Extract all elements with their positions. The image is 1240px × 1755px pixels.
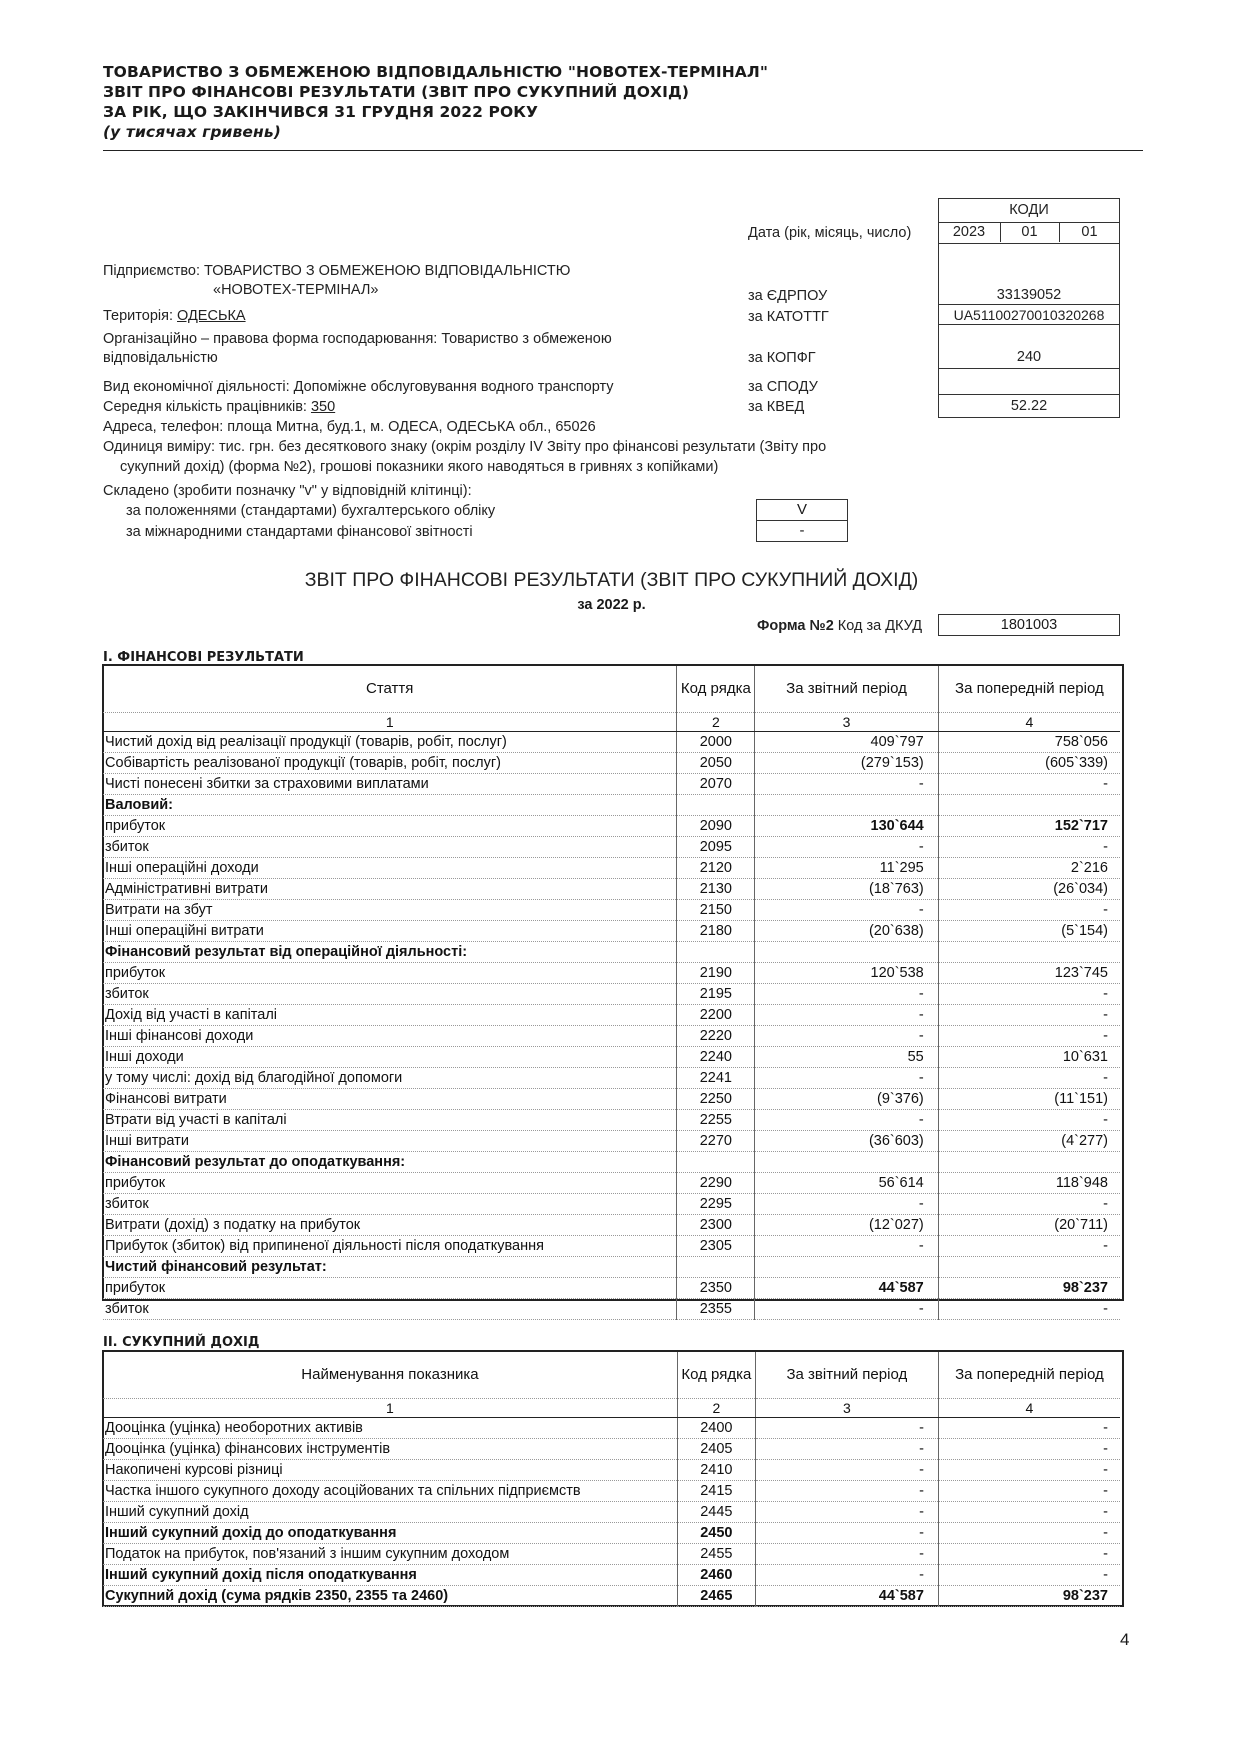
code-katottg: UA51100270010320268: [953, 307, 1105, 323]
row-current: -: [755, 1544, 938, 1565]
row-code: 2410: [677, 1460, 755, 1481]
header-previous: За попередній період: [938, 666, 1120, 713]
row-label: Валовий:: [103, 795, 677, 816]
table-row: [103, 1110, 1120, 1131]
code-year: 2023: [952, 224, 986, 240]
row-previous: [938, 1152, 1120, 1173]
company-title: ТОВАРИСТВО З ОБМЕЖЕНОЮ ВІДПОВІДАЛЬНІСТЮ "НОВОТЕХ-ТЕРМІНАЛ": [103, 63, 769, 81]
section2-table: [103, 1352, 1120, 1607]
table-row: [103, 816, 1120, 837]
header-previous: За попередній період: [938, 1352, 1120, 1399]
dkud-label: Код за ДКУД: [837, 618, 923, 634]
row-code: 2405: [677, 1439, 755, 1460]
row-label: Чисті понесені збитки за страховими виплатами: [103, 774, 677, 795]
row-previous: -: [938, 1299, 1120, 1320]
section1-body: [103, 666, 1120, 1320]
table-row: [103, 1257, 1120, 1278]
form-label: [757, 617, 922, 636]
table-row: [103, 1481, 1120, 1502]
row-previous: (20`711): [938, 1215, 1120, 1236]
row-current: [755, 1257, 938, 1278]
table-row: [103, 1047, 1120, 1068]
row-label: збиток: [103, 837, 677, 858]
row-current: 409`797: [755, 732, 938, 753]
row-previous: -: [938, 1005, 1120, 1026]
section2-number-row: [103, 1399, 1120, 1418]
row-code: 2305: [677, 1236, 755, 1257]
date-label: Дата (рік, місяць, число): [748, 225, 912, 241]
activity: Вид економічної діяльності: Допоміжне обслуговування водного транспорту: [103, 379, 614, 395]
row-code: 2050: [677, 753, 755, 774]
standard-ifrs-mark: -: [799, 522, 805, 539]
row-label: Інший сукупний дохід після оподаткування: [103, 1565, 677, 1586]
dkud-code: 1801003: [1000, 617, 1058, 633]
row-code: 2295: [677, 1194, 755, 1215]
code-day: 01: [1081, 224, 1098, 240]
row-current: 120`538: [755, 963, 938, 984]
table-row: [103, 1565, 1120, 1586]
row-current: (9`376): [755, 1089, 938, 1110]
row-previous: (605`339): [938, 753, 1120, 774]
row-current: -: [755, 1481, 938, 1502]
table-row: [103, 837, 1120, 858]
row-current: -: [755, 984, 938, 1005]
table-row: [103, 942, 1120, 963]
table-row: [103, 921, 1120, 942]
row-label: Чистий дохід від реалізації продукції (товарів, робіт, послуг): [103, 732, 677, 753]
row-label: Адміністративні витрати: [103, 879, 677, 900]
row-previous: (11`151): [938, 1089, 1120, 1110]
row-current: [755, 1152, 938, 1173]
colnum-4: 4: [938, 1399, 1120, 1418]
row-current: -: [755, 774, 938, 795]
header-code: Код рядка: [677, 1352, 755, 1399]
row-previous: -: [938, 1544, 1120, 1565]
table-row: [103, 963, 1120, 984]
spodu-label: за СПОДУ: [748, 379, 818, 395]
row-code: 2130: [677, 879, 755, 900]
row-current: [755, 942, 938, 963]
page-number: 4: [1120, 1630, 1130, 1649]
header-current: За звітний період: [755, 666, 938, 713]
header-current: За звітний період: [755, 1352, 938, 1399]
row-current: -: [755, 1068, 938, 1089]
colnum-4: 4: [938, 713, 1120, 732]
row-previous: -: [938, 1460, 1120, 1481]
row-previous: 10`631: [938, 1047, 1120, 1068]
row-label: Інші фінансові доходи: [103, 1026, 677, 1047]
table-row: [103, 732, 1120, 753]
row-label: прибуток: [103, 816, 677, 837]
row-code: 2095: [677, 837, 755, 858]
row-code: [677, 795, 755, 816]
row-previous: 98`237: [938, 1278, 1120, 1299]
table-row: [103, 1278, 1120, 1299]
currency-note: (у тисячах гривень): [103, 123, 281, 141]
row-code: 2465: [677, 1586, 755, 1607]
row-previous: 152`717: [938, 816, 1120, 837]
code-edrpou: 33139052: [996, 287, 1062, 303]
row-previous: -: [938, 774, 1120, 795]
report-period: за 2022 р.: [577, 597, 646, 613]
edrpou-label: за ЄДРПОУ: [748, 288, 828, 304]
employees-label: Середня кількість працівників:: [103, 399, 307, 415]
row-label: Інші витрати: [103, 1131, 677, 1152]
row-label: збиток: [103, 984, 677, 1005]
row-code: 2241: [677, 1068, 755, 1089]
section1-table: [103, 666, 1120, 1320]
row-label: Фінансові витрати: [103, 1089, 677, 1110]
dkud-box: [938, 614, 1120, 636]
row-current: -: [755, 1236, 938, 1257]
row-code: 2120: [677, 858, 755, 879]
form-number: Форма №2: [757, 618, 834, 634]
table-row: [103, 1194, 1120, 1215]
employees: [103, 398, 335, 417]
row-current: -: [755, 837, 938, 858]
row-label: Частка іншого сукупного доходу асоційованих та спільних підприємств: [103, 1481, 677, 1502]
row-previous: -: [938, 984, 1120, 1005]
row-code: 2300: [677, 1215, 755, 1236]
table-row: [103, 774, 1120, 795]
row-label: Сукупний дохід (сума рядків 2350, 2355 та 2460): [103, 1586, 677, 1607]
row-label: Собівартість реалізованої продукції (товарів, робіт, послуг): [103, 753, 677, 774]
code-kved: 52.22: [1010, 398, 1048, 414]
table-row: [103, 1026, 1120, 1047]
enterprise: Підприємство: ТОВАРИСТВО З ОБМЕЖЕНОЮ ВІДПОВІДАЛЬНІСТЮ: [103, 263, 571, 279]
table-row: [103, 1502, 1120, 1523]
code-month: 01: [1021, 224, 1038, 240]
colnum-2: 2: [677, 1399, 755, 1418]
row-code: 2220: [677, 1026, 755, 1047]
row-label: Дохід від участі в капіталі: [103, 1005, 677, 1026]
table-row: [103, 1173, 1120, 1194]
row-previous: -: [938, 1523, 1120, 1544]
row-code: 2200: [677, 1005, 755, 1026]
colnum-1: 1: [103, 1399, 677, 1418]
territory-label: Територія:: [103, 308, 173, 324]
standard-ua: за положеннями (стандартами) бухгалтерського обліку: [126, 503, 496, 519]
row-label: Дооцінка (уцінка) фінансових інструментів: [103, 1439, 677, 1460]
row-current: -: [755, 1418, 938, 1439]
table-row: [103, 1460, 1120, 1481]
row-current: (36`603): [755, 1131, 938, 1152]
header-article: Стаття: [103, 666, 677, 713]
table-row: [103, 900, 1120, 921]
row-code: [677, 942, 755, 963]
row-current: 56`614: [755, 1173, 938, 1194]
report-header: [103, 62, 1143, 142]
row-previous: 758`056: [938, 732, 1120, 753]
table-row: [103, 879, 1120, 900]
row-current: 130`644: [755, 816, 938, 837]
colnum-1: 1: [103, 713, 677, 732]
row-label: Інші операційні доходи: [103, 858, 677, 879]
row-label: Дооцінка (уцінка) необоротних активів: [103, 1418, 677, 1439]
row-label: прибуток: [103, 1173, 677, 1194]
row-current: 55: [755, 1047, 938, 1068]
row-current: -: [755, 1299, 938, 1320]
org-form-cont: відповідальністю: [103, 350, 218, 366]
header-code: Код рядка: [677, 666, 755, 713]
table-row: [103, 1544, 1120, 1565]
colnum-3: 3: [755, 713, 938, 732]
row-current: -: [755, 1110, 938, 1131]
section2-body: [103, 1352, 1120, 1607]
row-previous: 123`745: [938, 963, 1120, 984]
table-row: [103, 858, 1120, 879]
row-previous: -: [938, 1439, 1120, 1460]
section1-title: І. ФІНАНСОВІ РЕЗУЛЬТАТИ: [103, 650, 304, 665]
codes-sep-kopfg: [938, 368, 1120, 369]
table-row: [103, 1439, 1120, 1460]
table-row: [103, 1299, 1120, 1320]
row-label: прибуток: [103, 1278, 677, 1299]
row-current: -: [755, 1026, 938, 1047]
row-previous: 118`948: [938, 1173, 1120, 1194]
row-label: прибуток: [103, 963, 677, 984]
row-code: 2190: [677, 963, 755, 984]
row-label: збиток: [103, 1194, 677, 1215]
colnum-3: 3: [755, 1399, 938, 1418]
table-row: [103, 795, 1120, 816]
codes-sep-spodu: [938, 394, 1120, 395]
row-label: Втрати від участі в капіталі: [103, 1110, 677, 1131]
report-period-line: ЗА РІК, ЩО ЗАКІНЧИВСЯ 31 ГРУДНЯ 2022 РОКУ: [103, 103, 539, 121]
employees-value: 350: [310, 399, 336, 415]
row-code: 2240: [677, 1047, 755, 1068]
unit-of-measure: Одиниця виміру: тис. грн. без десяткового знаку (окрім розділу IV Звіту про фінансові результати (Звіту про: [103, 439, 827, 455]
kopfg-label: за КОПФГ: [748, 350, 816, 366]
compiled-note: Складено (зробити позначку "v" у відповідній клітинці):: [103, 483, 472, 499]
row-previous: -: [938, 1236, 1120, 1257]
row-current: -: [755, 1523, 938, 1544]
row-code: 2070: [677, 774, 755, 795]
table-row: [103, 1523, 1120, 1544]
row-code: 2355: [677, 1299, 755, 1320]
row-previous: -: [938, 1026, 1120, 1047]
row-label: у тому числі: дохід від благодійної допомоги: [103, 1068, 677, 1089]
table-row: [103, 1418, 1120, 1439]
row-label: Фінансовий результат від операційної діяльності:: [103, 942, 677, 963]
row-current: 44`587: [755, 1278, 938, 1299]
row-current: (12`027): [755, 1215, 938, 1236]
row-label: Накопичені курсові різниці: [103, 1460, 677, 1481]
row-current: [755, 795, 938, 816]
row-current: 11`295: [755, 858, 938, 879]
unit-of-measure-cont: сукупний дохід) (форма №2), грошові показники якого наводяться в гривнях з копійками): [120, 459, 719, 475]
row-current: -: [755, 1005, 938, 1026]
row-previous: -: [938, 1418, 1120, 1439]
colnum-2: 2: [677, 713, 755, 732]
territory: [103, 307, 246, 326]
row-previous: -: [938, 1565, 1120, 1586]
kved-label: за КВЕД: [748, 399, 805, 415]
section1-number-row: [103, 713, 1120, 732]
row-label: Інший сукупний дохід до оподаткування: [103, 1523, 677, 1544]
row-previous: [938, 795, 1120, 816]
standard-ifrs: за міжнародними стандартами фінансової звітності: [126, 524, 473, 540]
table-row: [103, 1152, 1120, 1173]
row-code: 2270: [677, 1131, 755, 1152]
row-previous: [938, 1257, 1120, 1278]
row-code: 2460: [677, 1565, 755, 1586]
section2-header-row: [103, 1352, 1120, 1399]
header-indicator: Найменування показника: [103, 1352, 677, 1399]
row-code: 2455: [677, 1544, 755, 1565]
standard-checkbox-ifrs: [756, 520, 848, 542]
row-code: 2415: [677, 1481, 755, 1502]
row-code: 2255: [677, 1110, 755, 1131]
row-current: (18`763): [755, 879, 938, 900]
table-row: [103, 984, 1120, 1005]
section2-title: ІІ. СУКУПНИЙ ДОХІД: [103, 1335, 260, 1350]
row-label: Податок на прибуток, пов'язаний з іншим сукупним доходом: [103, 1544, 677, 1565]
row-current: (279`153): [755, 753, 938, 774]
table-row: [103, 1586, 1120, 1607]
row-code: 2195: [677, 984, 755, 1005]
row-previous: (4`277): [938, 1131, 1120, 1152]
row-previous: (5`154): [938, 921, 1120, 942]
enterprise-name: «НОВОТЕХ-ТЕРМІНАЛ»: [213, 282, 379, 298]
row-code: 2090: [677, 816, 755, 837]
codes-title: КОДИ: [1009, 202, 1049, 218]
row-label: Інший сукупний дохід: [103, 1502, 677, 1523]
row-current: -: [755, 1565, 938, 1586]
row-code: [677, 1257, 755, 1278]
table-row: [103, 1215, 1120, 1236]
table-row: [103, 1131, 1120, 1152]
row-previous: -: [938, 900, 1120, 921]
row-previous: 2`216: [938, 858, 1120, 879]
row-code: [677, 1152, 755, 1173]
row-code: 2150: [677, 900, 755, 921]
address: Адреса, телефон: площа Митна, буд.1, м. ОДЕСА, ОДЕСЬКА обл., 65026: [103, 419, 596, 435]
row-label: Витрати на збут: [103, 900, 677, 921]
table-row: [103, 1068, 1120, 1089]
section1-header-row: [103, 666, 1120, 713]
row-previous: -: [938, 1068, 1120, 1089]
row-code: 2450: [677, 1523, 755, 1544]
table-row: [103, 1236, 1120, 1257]
codes-sep-edrpou: [938, 304, 1120, 305]
table-row: [103, 1005, 1120, 1026]
row-previous: -: [938, 1481, 1120, 1502]
table-row: [103, 1089, 1120, 1110]
header-divider: [103, 150, 1143, 151]
row-current: -: [755, 1439, 938, 1460]
row-label: Прибуток (збиток) від припиненої діяльності після оподаткування: [103, 1236, 677, 1257]
codes-sep-katottg: [938, 324, 1120, 325]
row-previous: -: [938, 1502, 1120, 1523]
report-title-line: ЗВІТ ПРО ФІНАНСОВІ РЕЗУЛЬТАТИ (ЗВІТ ПРО СУКУПНИЙ ДОХІД): [103, 83, 690, 101]
row-previous: -: [938, 1110, 1120, 1131]
row-code: 2350: [677, 1278, 755, 1299]
row-code: 2000: [677, 732, 755, 753]
code-kopfg: 240: [1016, 349, 1042, 365]
row-label: Інші доходи: [103, 1047, 677, 1068]
row-current: -: [755, 1502, 938, 1523]
katottg-label: за КАТОТТГ: [748, 309, 829, 325]
row-label: Інші операційні витрати: [103, 921, 677, 942]
territory-value: ОДЕСЬКА: [177, 308, 246, 324]
row-label: Витрати (дохід) з податку на прибуток: [103, 1215, 677, 1236]
standard-ua-mark: V: [796, 501, 807, 518]
row-previous: (26`034): [938, 879, 1120, 900]
row-previous: -: [938, 1194, 1120, 1215]
row-previous: 98`237: [938, 1586, 1120, 1607]
row-current: (20`638): [755, 921, 938, 942]
org-form: Організаційно – правова форма господарювання: Товариство з обмеженою: [103, 331, 612, 347]
row-previous: -: [938, 837, 1120, 858]
report-title: ЗВІТ ПРО ФІНАНСОВІ РЕЗУЛЬТАТИ (ЗВІТ ПРО СУКУПНИЙ ДОХІД): [304, 569, 919, 591]
row-code: 2290: [677, 1173, 755, 1194]
row-previous: [938, 942, 1120, 963]
row-current: -: [755, 900, 938, 921]
table-row: [103, 753, 1120, 774]
row-label: збиток: [103, 1299, 677, 1320]
standard-checkbox-ua: [756, 499, 848, 521]
row-code: 2445: [677, 1502, 755, 1523]
row-current: -: [755, 1194, 938, 1215]
row-code: 2400: [677, 1418, 755, 1439]
row-label: Чистий фінансовий результат:: [103, 1257, 677, 1278]
row-label: Фінансовий результат до оподаткування:: [103, 1152, 677, 1173]
row-code: 2250: [677, 1089, 755, 1110]
row-code: 2180: [677, 921, 755, 942]
row-current: -: [755, 1460, 938, 1481]
row-current: 44`587: [755, 1586, 938, 1607]
